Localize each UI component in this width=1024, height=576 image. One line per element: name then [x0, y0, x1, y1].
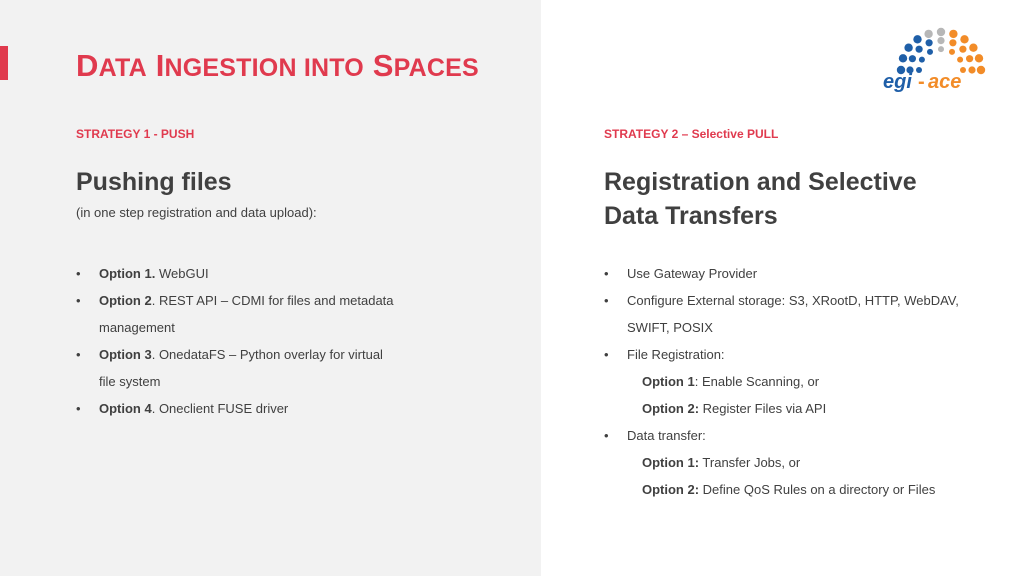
- bullet: •: [76, 347, 81, 362]
- logo-dot: [975, 54, 983, 62]
- logo-dot: [926, 39, 933, 46]
- logo-dot: [937, 28, 945, 36]
- title-accent-bar: [0, 46, 8, 80]
- logo-dot: [949, 30, 957, 38]
- bullet: •: [76, 293, 81, 308]
- list-item: • Use Gateway Provider: [604, 260, 959, 287]
- list-item: • Option 2. REST API – CDMI for files and metadata: [76, 287, 394, 314]
- logo-dot: [913, 35, 921, 43]
- logo-text-egi: egi: [883, 71, 912, 93]
- bullet: •: [604, 428, 609, 443]
- logo-dot: [938, 46, 944, 52]
- logo-dot: [949, 49, 955, 55]
- list-item-continuation: file system: [99, 374, 161, 389]
- list-item: • Configure External storage: S3, XRootD, HTTP, WebDAV,: [604, 287, 959, 314]
- logo-dot: [919, 57, 925, 63]
- list-item: • Data transfer:: [604, 422, 959, 449]
- logo-dot: [959, 46, 966, 53]
- logo-text-ace: ace: [928, 71, 962, 93]
- logo-text-dash: -: [918, 71, 925, 93]
- logo-dot: [899, 54, 907, 62]
- bullet: •: [604, 293, 609, 308]
- logo-dots: [897, 28, 985, 74]
- list-item: • File Registration:: [604, 341, 959, 368]
- list-item: • Option 3. OnedataFS – Python overlay for virtual: [76, 341, 394, 368]
- logo-dot: [977, 66, 985, 74]
- bullet: •: [76, 401, 81, 416]
- sub-item: Option 2: Register Files via API: [642, 401, 827, 416]
- sub-item: Option 1: Enable Scanning, or: [642, 374, 820, 389]
- strategy-1-label: STRATEGY 1 - PUSH: [76, 127, 195, 141]
- logo-dot: [949, 39, 956, 46]
- logo-dot: [966, 55, 973, 62]
- left-options-list: [76, 260, 394, 422]
- left-heading: Pushing files: [76, 168, 232, 196]
- logo-dot: [909, 55, 916, 62]
- logo-dot: [927, 49, 933, 55]
- list-item: • Option 1. WebGUI: [76, 260, 394, 287]
- logo-dot: [904, 44, 912, 52]
- left-subtitle: (in one step registration and data upload):: [76, 205, 317, 220]
- right-heading: Registration and Selective Data Transfers: [604, 168, 917, 230]
- bullet: •: [604, 347, 609, 362]
- sub-item: Option 2: Define QoS Rules on a directory or Files: [642, 482, 936, 497]
- logo-dot: [924, 30, 932, 38]
- logo-dot: [968, 66, 975, 73]
- list-item-continuation: management: [99, 320, 175, 335]
- right-steps-list: [604, 260, 959, 503]
- logo-dot: [957, 57, 963, 63]
- logo-dot: [969, 44, 977, 52]
- bullet: •: [604, 266, 609, 281]
- logo-dot: [916, 46, 923, 53]
- bullet: •: [76, 266, 81, 281]
- sub-item: Option 1: Transfer Jobs, or: [642, 455, 801, 470]
- logo-dot: [960, 35, 968, 43]
- page-title: DATA INGESTION INTO SPACES: [76, 48, 479, 83]
- egi-ace-logo: [880, 18, 1002, 96]
- list-item-continuation: SWIFT, POSIX: [627, 320, 713, 335]
- logo-dot: [937, 37, 944, 44]
- strategy-2-label: STRATEGY 2 – Selective PULL: [604, 127, 779, 141]
- list-item: • Option 4. Oneclient FUSE driver: [76, 395, 394, 422]
